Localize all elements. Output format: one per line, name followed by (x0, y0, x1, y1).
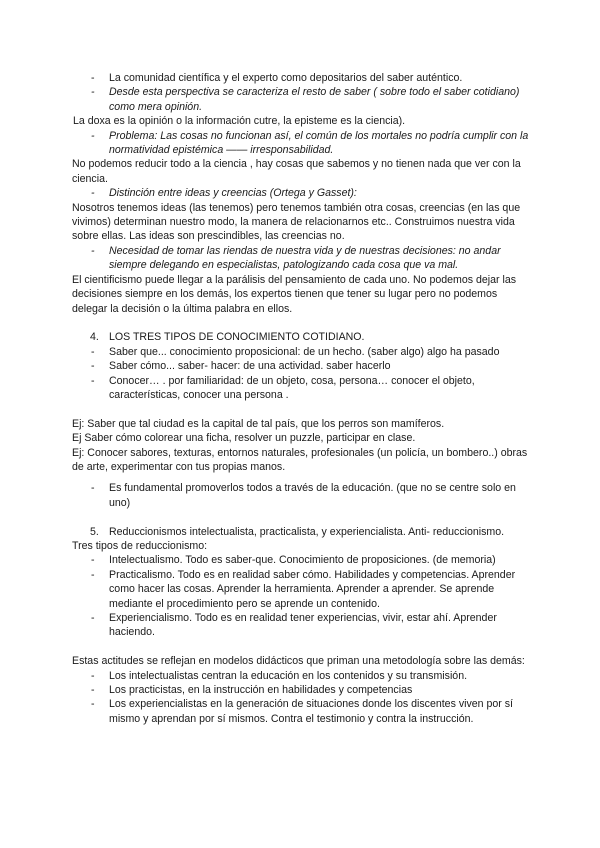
item-text: Los intelectualistas centran la educación en los contenidos y su transmisión. (109, 669, 468, 682)
list-item (72, 186, 530, 200)
list-item (72, 481, 530, 510)
item-text: Experiencialismo. Todo es en realidad tener experiencias, vivir, estar ahí. Aprender haciendo. (109, 611, 497, 639)
item-text: Distinción entre ideas y creencias (Ortega y Gasset): (109, 187, 357, 200)
item-text: Es fundamental promoverlos todos a través de la educación. (que no se centre solo en uno) (109, 482, 516, 509)
dash-bullet: - (91, 554, 95, 567)
section-heading-4 (72, 330, 530, 344)
item-text: La comunidad científica y el experto como depositarios del saber auténtico. (109, 72, 463, 84)
dash-bullet: - (91, 86, 95, 99)
list-item (72, 244, 530, 273)
list-item (72, 359, 530, 373)
dash-bullet: - (91, 568, 95, 581)
section-heading-5 (72, 525, 530, 539)
dash-bullet: - (91, 698, 95, 711)
item-text: Intelectualismo. Todo es saber-que. Conocimiento de proposiciones. (de memoria) (109, 554, 496, 567)
list-item (72, 697, 530, 726)
dash-bullet: - (91, 244, 95, 257)
section-title: LOS TRES TIPOS DE CONOCIMIENTO COTIDIANO. (109, 331, 365, 344)
dash-bullet: - (91, 187, 95, 200)
list-item (72, 553, 530, 567)
list-item (72, 345, 530, 359)
list-item (72, 71, 530, 85)
item-text: Conocer… . por familiaridad: de un objeto, cosa, persona… conocer el objeto, características, conocer una persona . (109, 374, 475, 401)
item-text: Saber que... conocimiento proposicional: de un hecho. (saber algo) algo ha pasado (109, 345, 500, 358)
section-number: 5. (90, 525, 99, 538)
paragraph: Estas actitudes se reflejan en modelos didácticos que priman una metodología sobre las demás: (72, 655, 525, 668)
dash-bullet: - (91, 611, 95, 624)
paragraph: Tres tipos de reduccionismo: (72, 539, 208, 552)
dash-bullet: - (91, 72, 95, 84)
item-text: Problema: Las cosas no funcionan así, el común de los mortales no podría cumplir con la normatividad epistémica —— irresponsabilidad. (109, 129, 529, 157)
item-text: Los experiencialistas en la generación de situaciones donde los discentes viven por sí mismo y aprendan por sí mismos. Contra el testimonio y contra la instrucción. (109, 698, 513, 725)
list-item (72, 129, 530, 158)
dash-bullet: - (91, 129, 95, 142)
list-item (72, 683, 530, 697)
section-title: Reduccionismos intelectualista, practicalista, y experiencialista. Anti- reduccionismo. (109, 525, 505, 538)
paragraph: Ej Saber cómo colorear una ficha, resolver un puzzle, participar en clase. (72, 432, 416, 445)
paragraph: El cientificismo puede llegar a la parálisis del pensamiento de cada uno. No podemos dejar las decisiones siempre en los demás, los expertos tienen que tener su lugar pero no podemos delegar la decisión o la última palabra en ellos. (72, 273, 517, 315)
paragraph: Nosotros tenemos ideas (las tenemos) pero tenemos también otra cosas, creencias (en las que vivimos) determinan nuestro modo, la manera de relacionarnos etc.. Construimos nuestra vida sobre ellas. Las ideas son prescindibles, las creencias no. (72, 201, 521, 243)
list-item (72, 611, 530, 640)
dash-bullet: - (91, 374, 95, 387)
item-text: Necesidad de tomar las riendas de nuestra vida y de nuestras decisiones: no andar siempre delegando en especialistas, patologizando cada cosa que va mal. (109, 244, 501, 272)
dash-bullet: - (91, 669, 95, 682)
item-text: Practicalismo. Todo es en realidad saber cómo. Habilidades y competencias. Aprender como hacer las cosas. Aprender la herramienta. Aprender a aprender. Se aprende mediante el procedimiento pero se aprende un contenido. (109, 568, 516, 610)
list-item (72, 374, 530, 403)
dash-bullet: - (91, 360, 95, 373)
list-item (72, 669, 530, 683)
section-number: 4. (90, 331, 99, 344)
dash-bullet: - (91, 482, 95, 495)
paragraph: No podemos reducir todo a la ciencia , hay cosas que sabemos y no tienen nada que ver con la ciencia. (72, 158, 521, 185)
dash-bullet: - (91, 684, 95, 696)
paragraph: Ej: Conocer sabores, texturas, entornos naturales, profesionales (un policía, un bombero..) obras de arte, experimentar con tus propias manos. (72, 446, 528, 473)
paragraph: Ej: Saber que tal ciudad es la capital de tal país, que los perros son mamíferos. (72, 417, 445, 430)
paragraph: La doxa es la opinión o la información cutre, la episteme es la ciencia). (73, 115, 406, 128)
dash-bullet: - (91, 345, 95, 358)
item-text: Desde esta perspectiva se caracteriza el resto de saber ( sobre todo el saber cotidiano) como mera opinión. (109, 86, 520, 113)
list-item (72, 568, 530, 611)
item-text: Los practicistas, en la instrucción en habilidades y competencias (109, 684, 413, 696)
list-item (72, 85, 530, 114)
item-text: Saber cómo... saber- hacer: de una actividad. saber hacerlo (109, 360, 391, 373)
